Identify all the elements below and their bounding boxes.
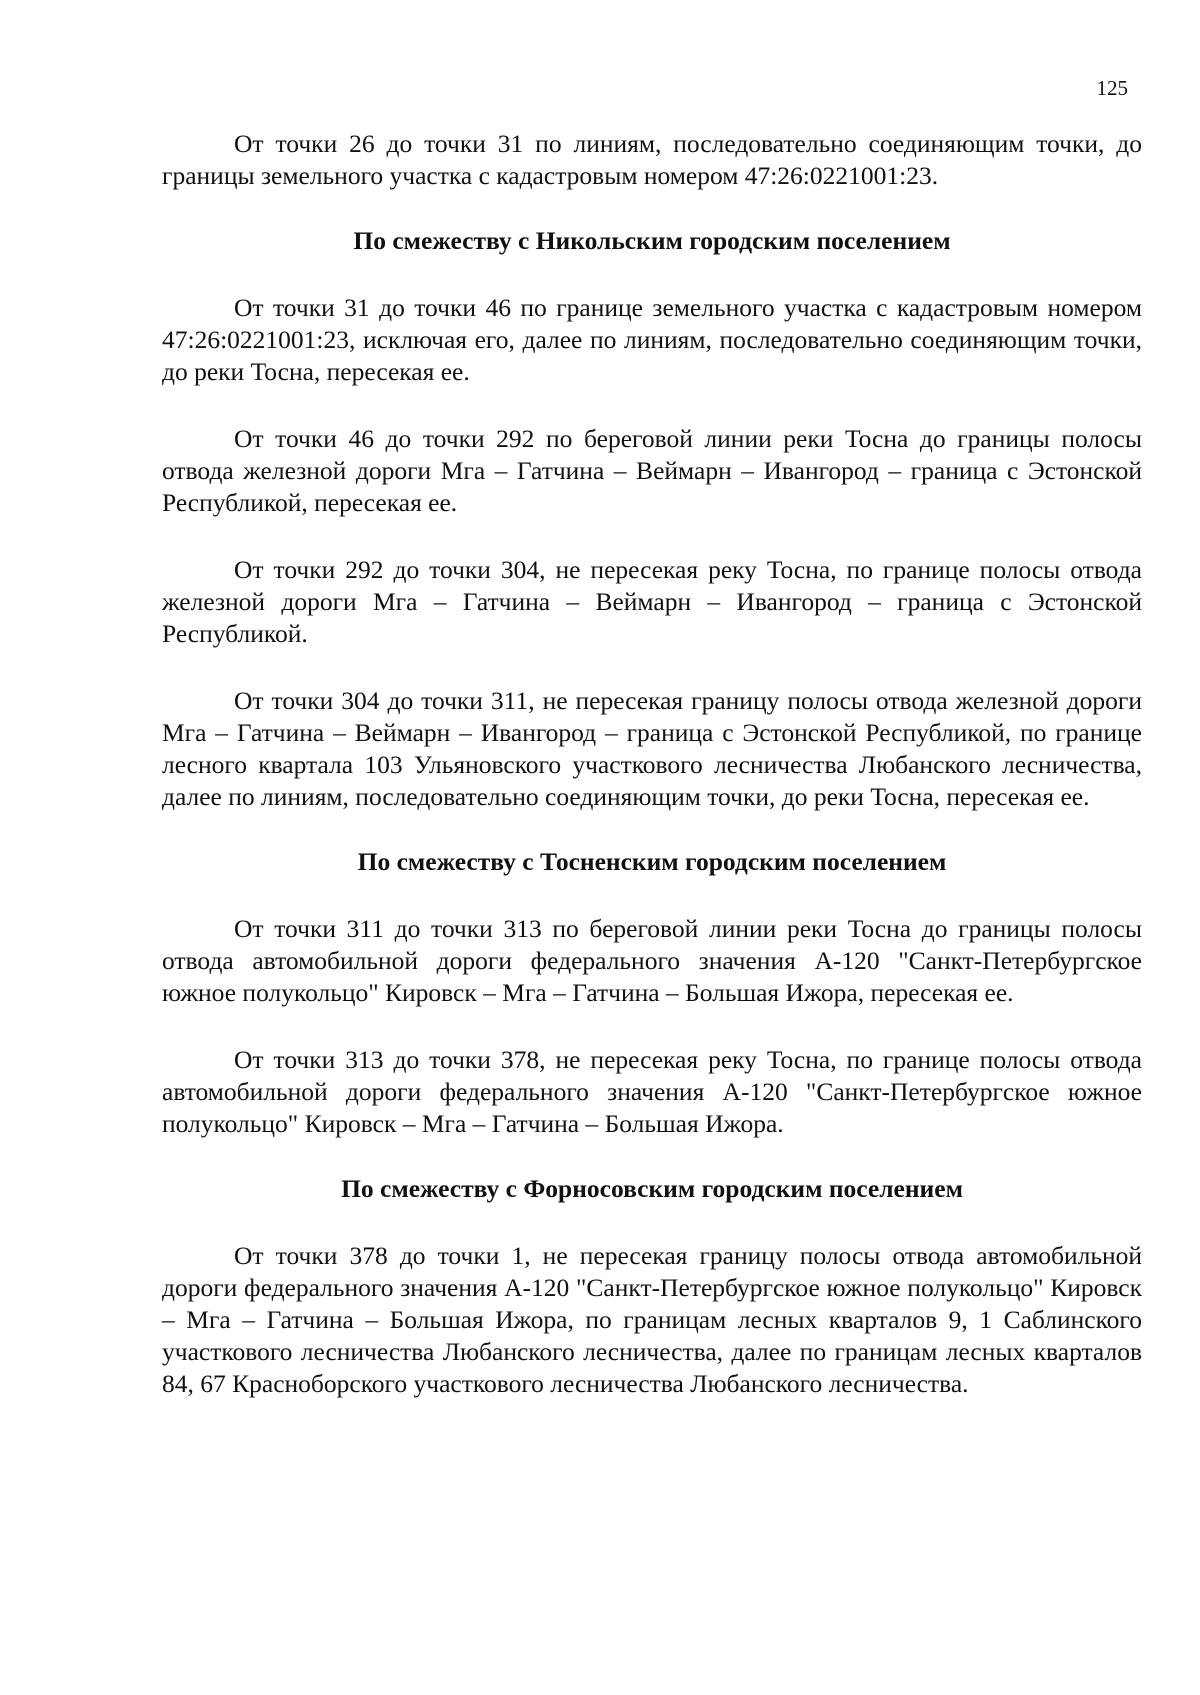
paragraph-3: От точки 46 до точки 292 по береговой линии реки Тосна до границы полосы отвода железной дороги Мга – Гатчина – Веймарн – Ивангород – граница с Эстонской Республикой, пересекая ее. [162,424,1142,517]
page-number: 125 [1096,76,1128,100]
document-body [162,128,1142,1400]
paragraph-4: От точки 292 до точки 304, не пересекая реку Тосна, по границе полосы отвода железной дороги Мга – Гатчина – Веймарн – Ивангород – граница с Эстонской Республикой. [162,555,1142,648]
paragraph-7: От точки 313 до точки 378, не пересекая реку Тосна, по границе полосы отвода автомобильной дороги федерального значения А-120 "Санкт-Петербургское южное полукольцо" Кировск – Мга – Гатчина – Большая Ижора. [162,1045,1142,1138]
paragraph-1: От точки 26 до точки 31 по линиям, последовательно соединяющим точки, до границы земельного участка с кадастровым номером 47:26:0221001:23. [162,129,1142,190]
section-heading-nikolsky: По смежеству с Никольским городским поселением [353,226,951,255]
paragraph-6: От точки 311 до точки 313 по береговой линии реки Тосна до границы полосы отвода автомобильной дороги федерального значения А-120 "Санкт-Петербургское южное полукольцо" Кировск – Мга – Гатчина – Большая Ижора, пересекая ее. [162,914,1142,1007]
paragraph-5: От точки 304 до точки 311, не пересекая границу полосы отвода железной дороги Мга – Гатчина – Веймарн – Ивангород – граница с Эстонской Республикой, по границе лесного квартала 103 Ульяновского участкового лесничества Любанского лесничества, далее по линиям, последовательно соединяющим точки, до реки Тосна, пересекая ее. [162,686,1142,811]
section-heading-fornosovsky: По смежеству с Форносовским городским поселением [341,1174,963,1203]
paragraph-8: От точки 378 до точки 1, не пересекая границу полосы отвода автомобильной дороги федерального значения А-120 "Санкт-Петербургское южное полукольцо" Кировск – Мга – Гатчина – Большая Ижора, по границам лесных кварталов 9, 1 Саблинского участкового лесничества Любанского лесничества, далее по границам лесных кварталов 84, 67 Красноборского участкового лесничества Любанского лесничества. [162,1241,1142,1398]
paragraph-2: От точки 31 до точки 46 по границе земельного участка с кадастровым номером 47:26:0221001:23, исключая его, далее по линиям, последовательно соединяющим точки, до реки Тосна, пересекая ее. [162,293,1142,386]
section-heading-tosnensky: По смежеству с Тосненским городским поселением [357,847,947,876]
